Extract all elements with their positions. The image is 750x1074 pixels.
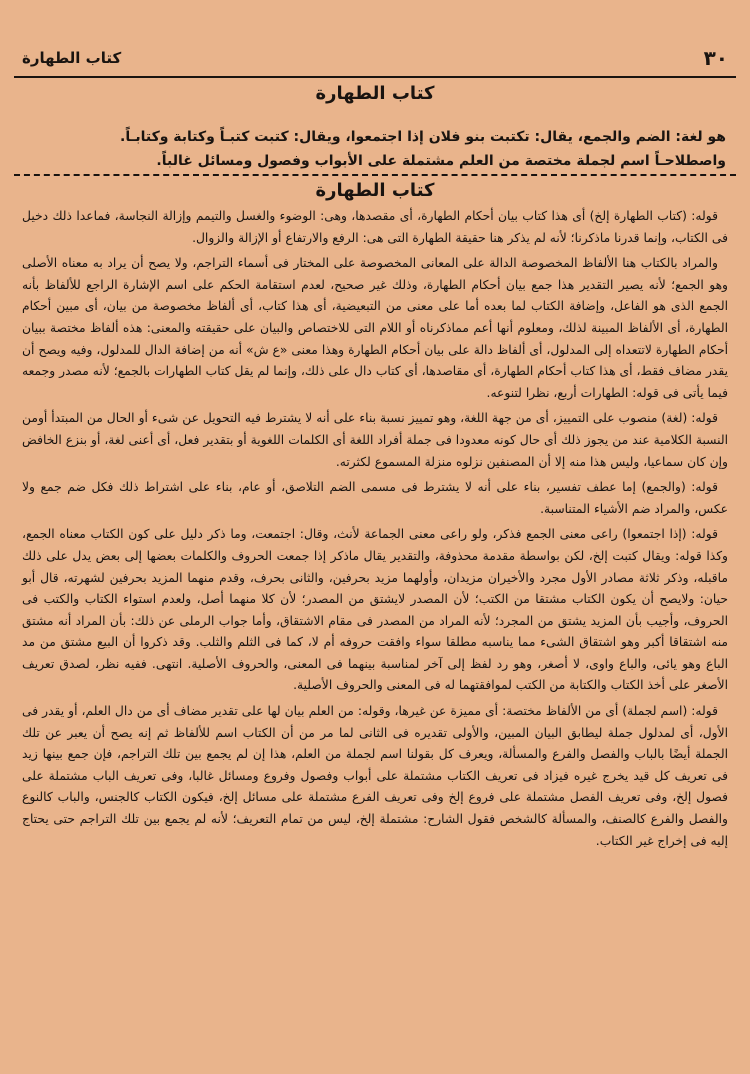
main-text-line: هو لغة: الضم والجمع، يقال: تكتبت بنو فلان إذا اجتمعوا، ويقال: كتبت كتبـاً وكتابة وكتابـاً.: [120, 129, 726, 145]
commentary-paragraph: والمراد بالكتاب هنا الألفاظ المخصوصة الدالة على المعانى المخصوصة على المختار فى أسماء التراجم، ولا يصح أن يراد به معناه الأصلى وهو الجمع؛ لأنه يصير التقدير هذا جمع بيان أحكام الطهارة، وذلك غير صحيح، لعدم استقامة الحكم على اسم الإشارة الراجع للألفاظ بأنه الجمع الذى هو الفاعل، وإضافة الكتاب لما بعده أما على معنى من التبعيضية، أى هذا كتاب، أى ألفاظ مخصوصة من بيان، أى مبين أحكام الطهارة، أى الألفاظ المبينة لذلك، ومعلوم أنها أعم مماذكرناه أو اللام التى للاختصاص والبيان على حقيقته والمعنى: هذه ألفاظ مختصة ببيان أحكام الطهارة لاتتعداه إلى المدلول، أى ألفاظ دالة على بيان أحكام الطهارة وهذا معنى «ع ش» أنه من إضافة الدال للمدلول، وفيه ويصح أن يقدر مضاف فقط، أى هذا كتاب أحكام الطهارة، أى مقاصدها، أى كتاب دال على ذلك، وإنما لم يقل كتاب الطهارات بالجمع؛ لأنه مصدر وجمعه فيما يأتى فى قوله: الطهارات أربع، نظرا لتنوعه.: [22, 256, 728, 400]
commentary-text: [22, 206, 728, 856]
running-title: كتاب الطهارة: [22, 49, 122, 67]
commentary-paragraph: قوله: (لغة) منصوب على التمييز، أى من جهة اللغة، وهو تمييز نسبة بناء على أنه لا يشترط فيه التحويل عن شىء أو الحال من المبتدأ أومن النسبة الكلامية عند من يجوز ذلك أى حال كونه معدودا فى جملة أفراد اللغة أى الكلمات اللغوية أو بتقدير فعل، أى أعنى لغة، أو بنزع الخافض وإن كان سماعيا، وليس هذا منه إلا أن المصنفين نزلوه منزلة المسموع لكثرته.: [22, 411, 728, 469]
commentary-paragraph: قوله: (اسم لجملة) أى من الألفاظ مختصة: أى مميزة عن غيرها، وقوله: من العلم بيان لها على تقدير مضاف أى من دال العلم، أو يقدر فى الأول، أى لمدلول جملة ليطابق البيان المبين، والأولى تقديره فى الثانى لما مر من أن الكتاب اسم للألفاظ ثم إنه يصح أن يعبر عن تلك الجملة أيضًا بالباب والفصل والفرع والمسألة، ويعرف كل بقولنا اسم لجملة من العلم، هذا إن لم يجمع بين تلك التراجم، فإن جمع بينها زيد فى تعريف كل قيد يخرج غيره فيزاد فى تعريف الكتاب مشتملة على أبواب وفصول وفروع ومسائل غالبا، وفى تعريف الباب مشتملة على فصول إلخ، وفى تعريف الفصل مشتملة على فروع إلخ وفى تعريف الفرع مشتملة على مسائل إلخ، فيكون الكتاب كالجنس، والباب كالنوع والفصل والفرع كالصنف، والمسألة كالشخص فقول الشارح: مشتملة إلخ، ليس من تمام التعريف؛ لأنه لم يجمع بين تلك التراجم حتى يحتاج إليه فى إخراج غير الكتاب.: [22, 704, 728, 848]
commentary-title: كتاب الطهارة: [315, 180, 435, 201]
page-number: ٣٠: [703, 46, 728, 70]
commentary-paragraph: قوله: (إذا اجتمعوا) راعى معنى الجمع فذكر، ولو راعى معنى الجماعة لأنث، وقال: اجتمعت، وما ذكر دليل على كون الكتاب معناه الجمع، وكذا قوله: ويقال كتبت إلخ، لكن بواسطة مقدمة محذوفة، والتقدير يقال ماذكر إذا جمعت الحروف والكلمات بعضها إلى بعض يدل على ذلك ماقبله، وذكر ثلاثة مصادر الأول مجرد والأخيران مزيدان، وأولهما مزيد بحرفين، والثانى بحرف، وقدم منهما المزيد بحرفين لشهرته، قال أبو حيان: ولايصح أن يكون الكتاب مشتقا من الكتب؛ لأن المصدر لايشتق من المصدر؛ لأن كلا منهما أصل، ولعدم استواء الكتاب والكتب فى الحروف، وأجيب بأن المزيد يشتق من المجرد؛ لأنه المراد من المصدر فى مقام الاشتقاق، وأما جواب الرملى عن ذلك: بأن المراد أنه مشتق منه اشتقاقا أكبر وهو اشتقاق الشىء مما يناسبه مطلقا سواء وافقت حروفه أم لا، كما فى الثلم والثلب. وقد ذكروا أن البيع مشتق من مد الباع وهو يائى، والباع واوى، لا أصغر، وهو رد لفظ إلى آخر لمناسبة بينهما فى المعنى، والحروف الأصلية. انتهى. ففيه نظر، لصدق تعريف الأصغر على أخذ الكتاب والكتابة من الكتب لموافقتهما له فى المعنى والحروف الأصلية.: [22, 527, 728, 693]
commentary-paragraph: قوله: (والجمع) إما عطف تفسير، بناء على أنه لا يشترط فى مسمى الضم التلاصق، أو عام، بناء على اشتراط ذلك فكل ضم جمع ولا عكس، والمراد ضم الأشياء المتناسبة.: [22, 480, 728, 516]
commentary-paragraph: قوله: (كتاب الطهارة إلخ) أى هذا كتاب بيان أحكام الطهارة، أى مقصدها، وهى: الوضوء والغسل والتيمم وإزالة النجاسة، فماعدا ذلك دخيل فى الكتاب، وإنما قدرنا ماذكرنا؛ لأنه لم يذكر هنا حقيقة الطهارة التى هى: الرفع والارتفاع أو الإزالة والزوال.: [22, 209, 728, 245]
book-page: [14, 0, 736, 1074]
page-header: [14, 40, 736, 78]
main-text: [54, 125, 726, 173]
main-text-line: واصطلاحـاً اسم لجملة مختصة من العلم مشتملة على الأبواب وفصول ومسائل غالباً.: [156, 153, 726, 169]
chapter-title: كتاب الطهارة: [315, 83, 435, 104]
section-divider: [14, 174, 736, 176]
